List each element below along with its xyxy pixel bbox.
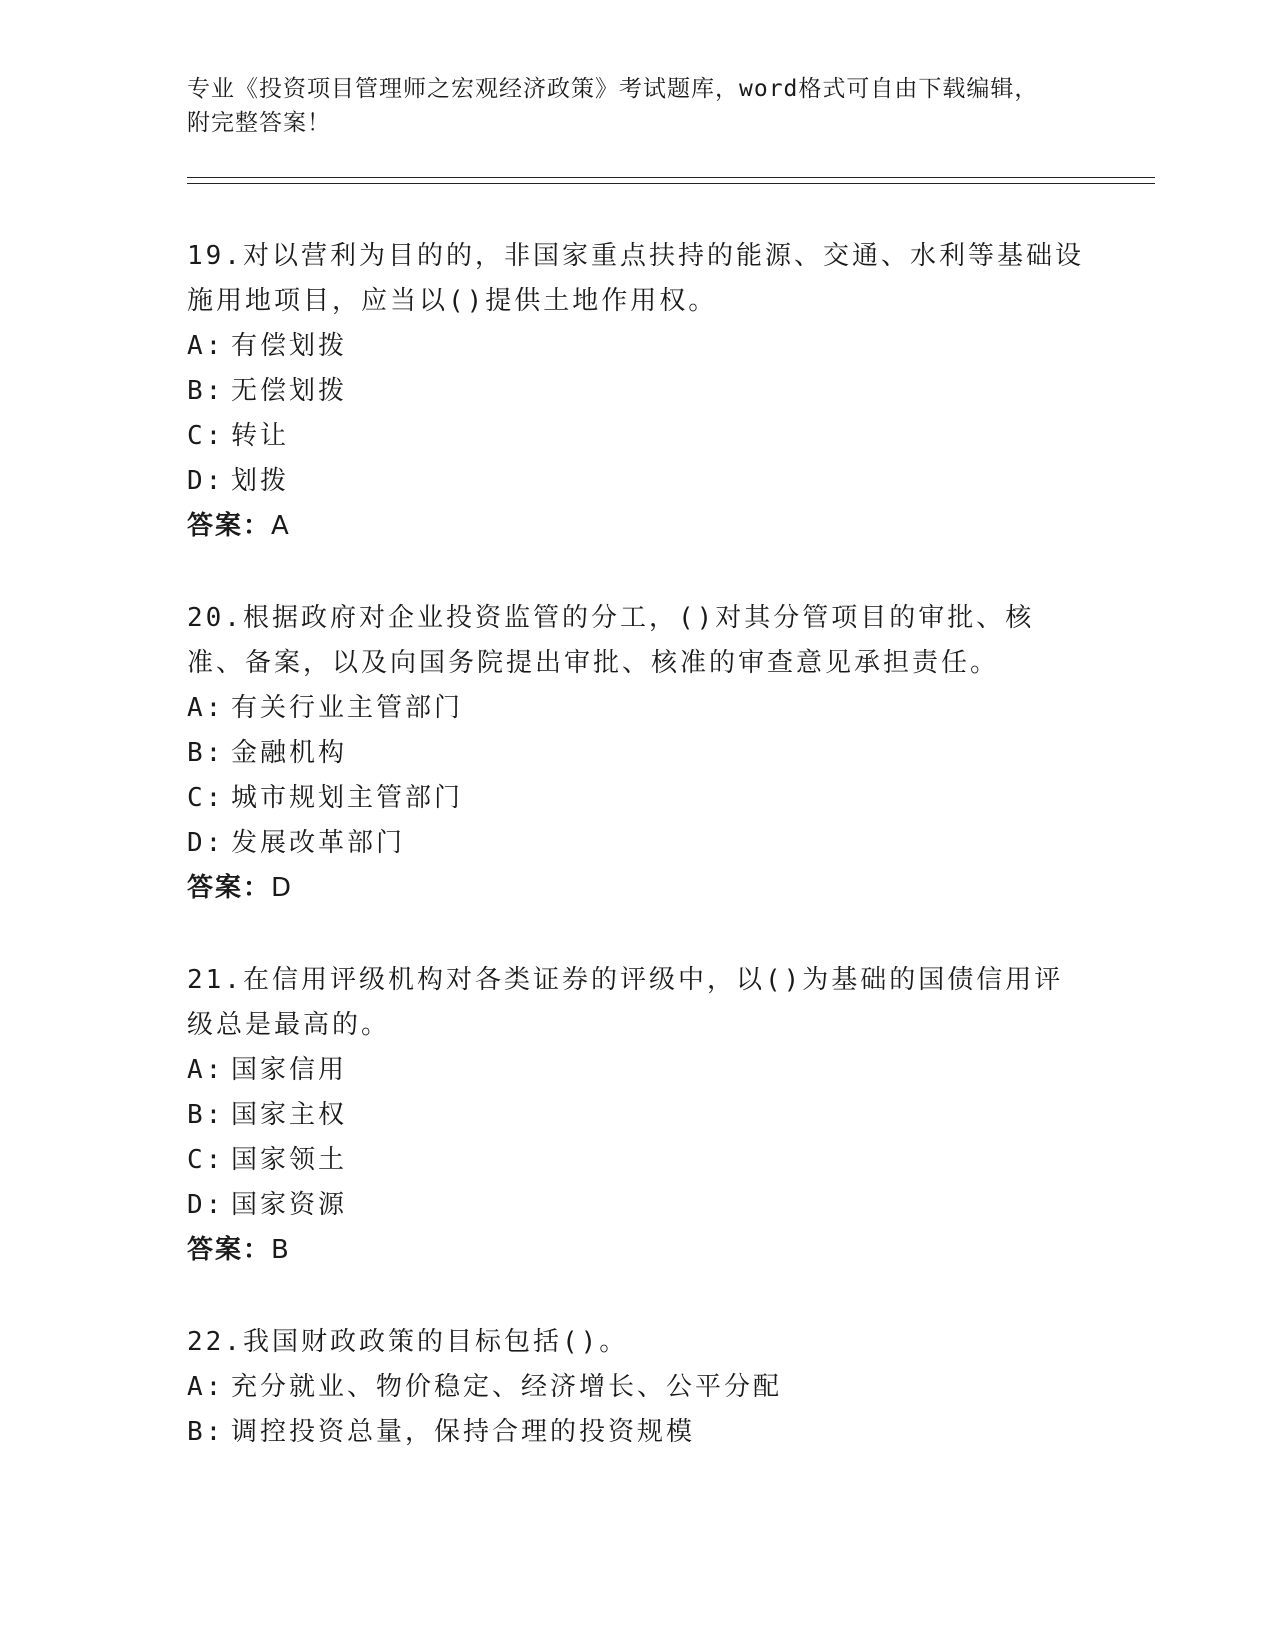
option-text: 国家主权 <box>231 1100 348 1130</box>
header-line-1: 专业《投资项目管理师之宏观经济政策》考试题库，word格式可自由下载编辑， <box>187 76 1039 102</box>
option-a <box>187 1048 1087 1093</box>
question-stem: 20.根据政府对企业投资监管的分工，()对其分管项目的审批、核准、备案，以及向国务院提出审批、核准的审查意见承担责任。 <box>187 603 1035 678</box>
option-letter: D: <box>187 466 225 496</box>
document-header <box>187 72 1087 140</box>
option-letter: B: <box>187 1417 225 1447</box>
answer-value: B <box>271 1235 291 1265</box>
option-a <box>187 1365 1087 1410</box>
option-b <box>187 731 1087 776</box>
answer-label: 答案： <box>187 873 272 903</box>
option-b <box>187 1410 1087 1455</box>
option-letter: B: <box>187 1100 225 1130</box>
question-20 <box>187 596 1087 911</box>
answer-value: D <box>271 873 294 903</box>
option-d <box>187 1183 1087 1228</box>
option-text: 调控投资总量，保持合理的投资规模 <box>231 1417 696 1447</box>
option-text: 无偿划拨 <box>231 376 348 406</box>
option-letter: B: <box>187 376 225 406</box>
option-a <box>187 686 1087 731</box>
option-text: 城市规划主管部门 <box>231 783 464 813</box>
option-b <box>187 369 1087 414</box>
option-c <box>187 414 1087 459</box>
answer-line <box>187 1228 1087 1273</box>
option-text: 金融机构 <box>231 738 348 768</box>
option-text: 转让 <box>231 421 290 451</box>
question-stem: 22.我国财政政策的目标包括()。 <box>187 1327 629 1357</box>
header-divider-bottom <box>187 183 1155 184</box>
question-stem: 19.对以营利为目的的，非国家重点扶持的能源、交通、水利等基础设施用地项目，应当以()提供土地作用权。 <box>187 241 1084 316</box>
option-text: 有偿划拨 <box>231 331 348 361</box>
option-letter: C: <box>187 1145 225 1175</box>
option-letter: A: <box>187 331 225 361</box>
option-letter: D: <box>187 1190 225 1220</box>
option-text: 国家领土 <box>231 1145 348 1175</box>
answer-line <box>187 866 1087 911</box>
option-b <box>187 1093 1087 1138</box>
option-letter: C: <box>187 783 225 813</box>
header-line-2: 附完整答案！ <box>187 110 331 136</box>
option-letter: B: <box>187 738 225 768</box>
option-text: 充分就业、物价稳定、经济增长、公平分配 <box>231 1372 783 1402</box>
question-stem: 21.在信用评级机构对各类证券的评级中，以()为基础的国债信用评级总是最高的。 <box>187 965 1064 1040</box>
answer-label: 答案： <box>187 511 272 541</box>
option-text: 国家资源 <box>231 1190 348 1220</box>
option-letter: A: <box>187 1372 225 1402</box>
option-text: 国家信用 <box>231 1055 348 1085</box>
option-letter: A: <box>187 693 225 723</box>
header-divider-top <box>187 177 1155 178</box>
option-letter: C: <box>187 421 225 451</box>
option-letter: D: <box>187 828 225 858</box>
question-22 <box>187 1320 1087 1455</box>
option-d <box>187 459 1087 504</box>
answer-line <box>187 504 1087 549</box>
answer-label: 答案： <box>187 1235 272 1265</box>
option-text: 发展改革部门 <box>231 828 406 858</box>
question-19 <box>187 234 1087 549</box>
option-a <box>187 324 1087 369</box>
option-letter: A: <box>187 1055 225 1085</box>
option-text: 划拨 <box>231 466 290 496</box>
question-21 <box>187 958 1087 1273</box>
option-c <box>187 776 1087 821</box>
option-text: 有关行业主管部门 <box>231 693 464 723</box>
option-d <box>187 821 1087 866</box>
answer-value: A <box>271 511 291 541</box>
option-c <box>187 1138 1087 1183</box>
